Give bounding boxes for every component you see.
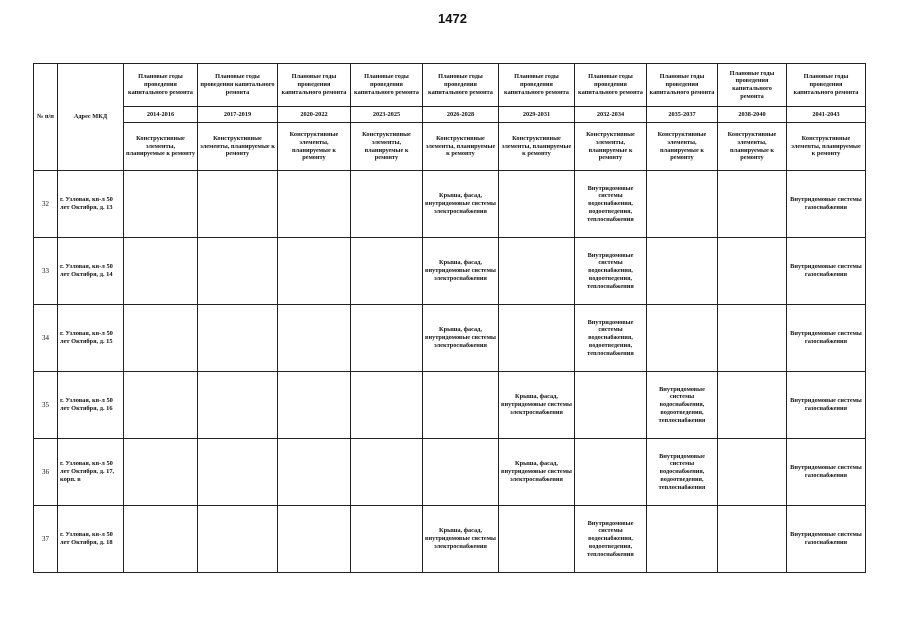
header-elements-label: Конструктивные элементы, планируемые к ремонту (718, 123, 787, 171)
table-row (34, 372, 866, 439)
table-row (34, 238, 866, 305)
header-elements-label: Конструктивные элементы, планируемые к ремонту (647, 123, 718, 171)
repair-elements-cell: Крыша, фасад, внутридомовые системы электроснабжения (499, 439, 575, 506)
header-elements-label: Конструктивные элементы, планируемые к ремонту (575, 123, 647, 171)
header-period-title: Плановые годы проведения капитального ремонта (787, 64, 866, 107)
repair-elements-cell: Внутридомовые системы водоснабжения, водоотведения, теплоснабжения (575, 506, 647, 573)
row-address: г. Узловая, кв-л 50 лет Октября, д. 13 (58, 171, 124, 238)
header-period-title: Плановые годы проведения капитального ремонта (647, 64, 718, 107)
repair-elements-cell: Крыша, фасад, внутридомовые системы электроснабжения (423, 305, 499, 372)
row-address: г. Узловая, кв-л 50 лет Октября, д. 18 (58, 506, 124, 573)
header-address: Адрес МКД (58, 64, 124, 171)
repair-elements-cell (351, 372, 423, 439)
repair-elements-cell (278, 171, 351, 238)
repair-elements-cell (351, 506, 423, 573)
header-elements-label: Конструктивные элементы, планируемые к ремонту (499, 123, 575, 171)
repair-elements-cell (718, 506, 787, 573)
repair-elements-cell (718, 372, 787, 439)
repair-elements-cell (278, 238, 351, 305)
repair-elements-cell (499, 305, 575, 372)
repair-elements-cell (198, 372, 278, 439)
repair-elements-cell (198, 439, 278, 506)
repair-elements-cell (718, 305, 787, 372)
repair-elements-cell (124, 372, 198, 439)
header-period-years: 2026-2028 (423, 107, 499, 123)
row-number: 37 (34, 506, 58, 573)
repair-elements-cell (124, 238, 198, 305)
repair-elements-cell (351, 305, 423, 372)
repair-elements-cell (198, 506, 278, 573)
repair-elements-cell (198, 305, 278, 372)
repair-elements-cell: Крыша, фасад, внутридомовые системы электроснабжения (423, 171, 499, 238)
header-period-years: 2041-2043 (787, 107, 866, 123)
repair-elements-cell (351, 171, 423, 238)
row-address: г. Узловая, кв-л 50 лет Октября, д. 17, корп. в (58, 439, 124, 506)
repair-elements-cell (647, 506, 718, 573)
repair-elements-cell (718, 238, 787, 305)
header-period-years: 2023-2025 (351, 107, 423, 123)
repair-elements-cell: Внутридомовые системы водоснабжения, водоотведения, теплоснабжения (575, 238, 647, 305)
repair-elements-cell (278, 372, 351, 439)
header-period-title: Плановые годы проведения капитального ремонта (718, 64, 787, 107)
repair-elements-cell (718, 439, 787, 506)
header-period-title: Плановые годы проведения капитального ремонта (423, 64, 499, 107)
repair-elements-cell: Внутридомовые системы водоснабжения, водоотведения, теплоснабжения (647, 439, 718, 506)
repair-elements-cell (718, 171, 787, 238)
header-period-years: 2017-2019 (198, 107, 278, 123)
row-address: г. Узловая, кв-л 50 лет Октября, д. 14 (58, 238, 124, 305)
header-elements-label: Конструктивные элементы, планируемые к ремонту (787, 123, 866, 171)
header-elements-label: Конструктивные элементы, планируемые к ремонту (423, 123, 499, 171)
repair-elements-cell: Крыша, фасад, внутридомовые системы электроснабжения (499, 372, 575, 439)
repair-elements-cell: Внутридомовые системы газоснабжения (787, 305, 866, 372)
header-elements-label: Конструктивные элементы, планируемые к ремонту (351, 123, 423, 171)
header-period-title: Плановые годы проведения капитального ремонта (278, 64, 351, 107)
repair-elements-cell (575, 372, 647, 439)
header-period-title: Плановые годы проведения капитального ремонта (575, 64, 647, 107)
repair-elements-cell (124, 305, 198, 372)
repair-elements-cell (124, 506, 198, 573)
repair-elements-cell (499, 506, 575, 573)
repair-elements-cell (647, 305, 718, 372)
repair-elements-cell (351, 238, 423, 305)
repair-elements-cell: Внутридомовые системы газоснабжения (787, 372, 866, 439)
header-period-title: Плановые годы проведения капитального ремонта (351, 64, 423, 107)
header-period-title: Плановые годы проведения капитального ремонта (499, 64, 575, 107)
header-period-years: 2038-2040 (718, 107, 787, 123)
repair-elements-cell: Внутридомовые системы газоснабжения (787, 506, 866, 573)
repair-elements-cell: Внутридомовые системы газоснабжения (787, 171, 866, 238)
repair-elements-cell: Крыша, фасад, внутридомовые системы электроснабжения (423, 238, 499, 305)
repair-elements-cell (499, 238, 575, 305)
header-period-years: 2032-2034 (575, 107, 647, 123)
header-elements-label: Конструктивные элементы, планируемые к ремонту (198, 123, 278, 171)
row-number: 36 (34, 439, 58, 506)
repair-elements-cell: Внутридомовые системы газоснабжения (787, 439, 866, 506)
repair-elements-cell: Крыша, фасад, внутридомовые системы электроснабжения (423, 506, 499, 573)
repair-elements-cell (124, 171, 198, 238)
row-number: 32 (34, 171, 58, 238)
repair-elements-cell (124, 439, 198, 506)
table-row (34, 305, 866, 372)
repair-elements-cell (423, 372, 499, 439)
repair-elements-cell (278, 506, 351, 573)
row-number: 33 (34, 238, 58, 305)
repair-elements-cell (351, 439, 423, 506)
repair-elements-cell (278, 305, 351, 372)
header-period-years: 2014-2016 (124, 107, 198, 123)
repair-elements-cell (278, 439, 351, 506)
capital-repair-table (33, 63, 866, 573)
table-row (34, 506, 866, 573)
table-row (34, 171, 866, 238)
table-row (34, 439, 866, 506)
row-number: 34 (34, 305, 58, 372)
repair-elements-cell: Внутридомовые системы водоснабжения, водоотведения, теплоснабжения (647, 372, 718, 439)
header-elements-label: Конструктивные элементы, планируемые к ремонту (278, 123, 351, 171)
header-period-title: Плановые годы проведения капитального ремонта (124, 64, 198, 107)
repair-elements-cell: Внутридомовые системы водоснабжения, водоотведения, теплоснабжения (575, 171, 647, 238)
repair-elements-cell: Внутридомовые системы водоснабжения, водоотведения, теплоснабжения (575, 305, 647, 372)
page-number: 1472 (438, 11, 467, 26)
header-period-years: 2035-2037 (647, 107, 718, 123)
repair-elements-cell (575, 439, 647, 506)
repair-elements-cell (647, 238, 718, 305)
repair-elements-cell (647, 171, 718, 238)
repair-elements-cell (423, 439, 499, 506)
repair-elements-cell (198, 238, 278, 305)
repair-elements-cell (198, 171, 278, 238)
row-address: г. Узловая, кв-л 50 лет Октября, д. 16 (58, 372, 124, 439)
header-period-years: 2020-2022 (278, 107, 351, 123)
repair-elements-cell: Внутридомовые системы газоснабжения (787, 238, 866, 305)
header-period-years: 2029-2031 (499, 107, 575, 123)
row-address: г. Узловая, кв-л 50 лет Октября, д. 15 (58, 305, 124, 372)
header-period-title: Плановые годы проведения капитального ремонта (198, 64, 278, 107)
header-elements-label: Конструктивные элементы, планируемые к ремонту (124, 123, 198, 171)
header-num: № п/п (34, 64, 58, 171)
repair-elements-cell (499, 171, 575, 238)
row-number: 35 (34, 372, 58, 439)
